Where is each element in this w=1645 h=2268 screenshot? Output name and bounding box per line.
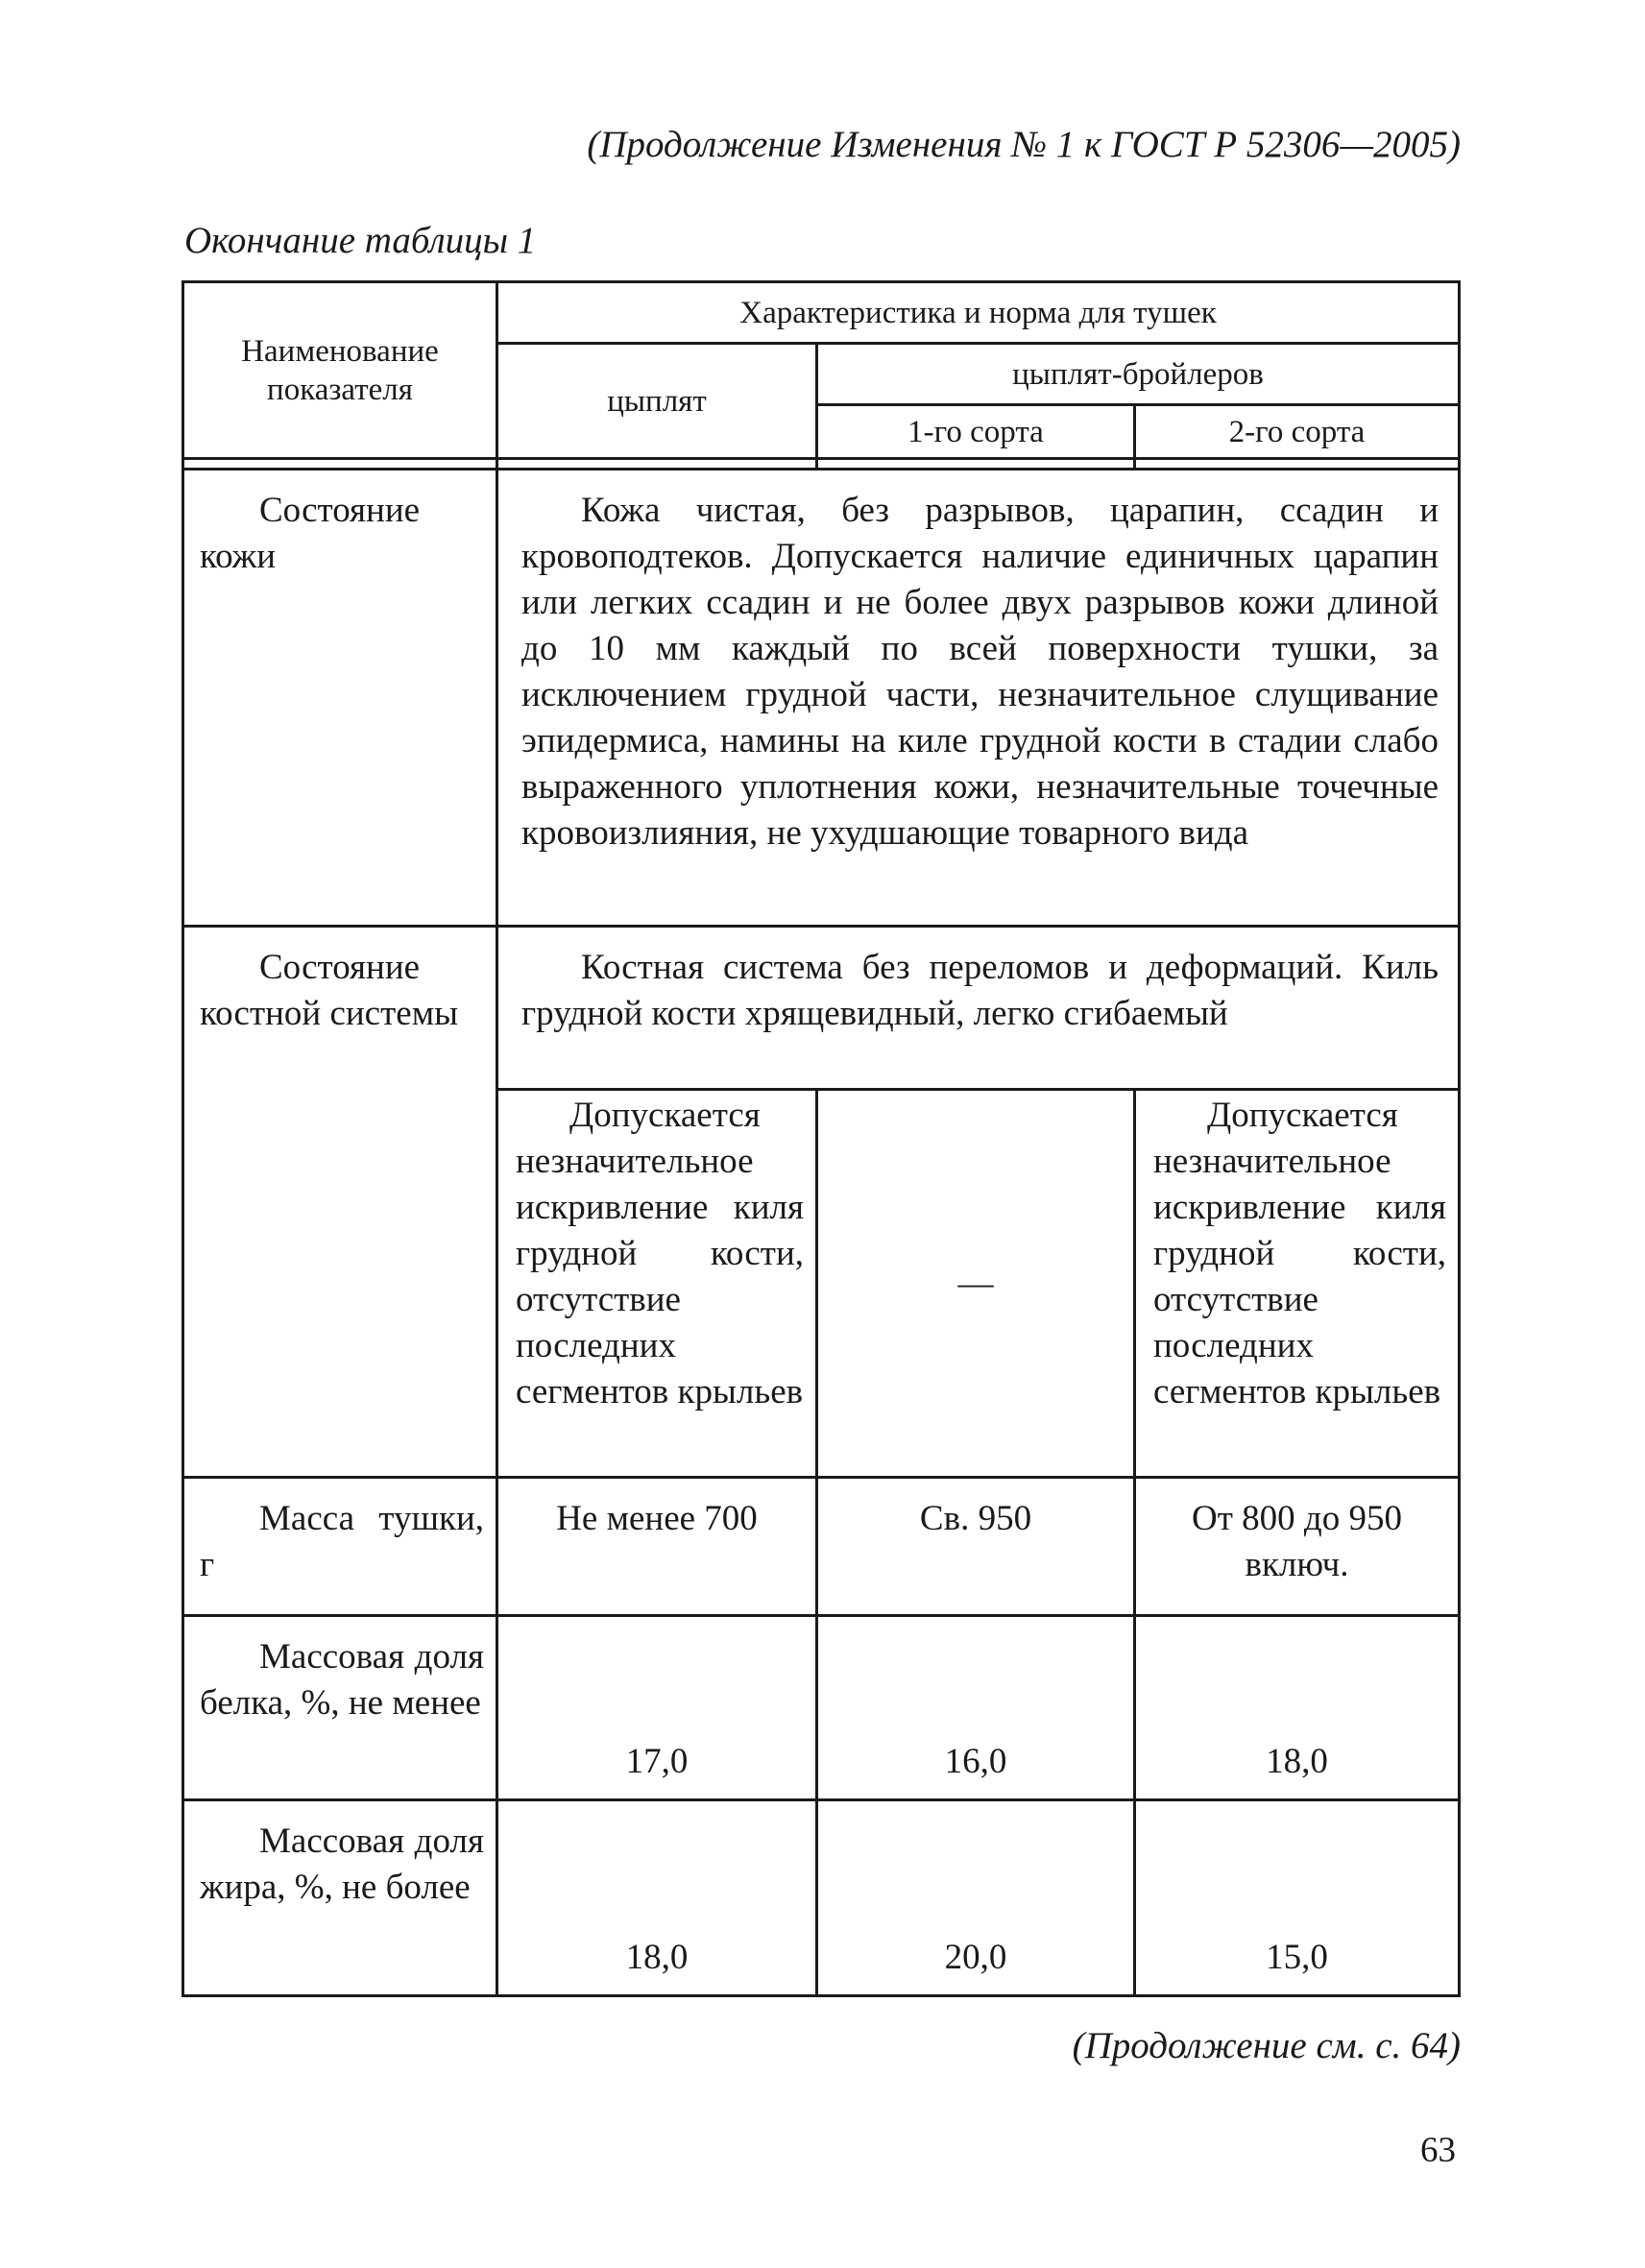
row-name-fat: Массовая доля жира, %, не более [183, 1800, 497, 1996]
protein-chickens: 17,0 [497, 1616, 817, 1800]
table-head [183, 282, 1460, 459]
skin-description: Кожа чистая, без разрывов, царапин, ссадин и кровоподтеков. Допускается наличие единичных царапин или легких ссадин и не более двух разрывов кожи длиной до 10 мм каждый по всей поверхности тушки, за исключением грудной части, незначительное слущивание эпидермиса, намины на киле грудной кости в стадии слабо выраженного уплотнения кожи, незначительные точечные кровоизлияния, не ухудшающие товарного вида [497, 470, 1460, 927]
bone-note-grade-2: Допускается незначительное искривление киля грудной кости, отсутствие последних сегментов крыльев [1135, 1090, 1460, 1478]
running-title: (Продолжение Изменения № 1 к ГОСТ Р 52306—2005) [587, 124, 1461, 165]
row-name-bone: Состояние костной системы [183, 927, 497, 1478]
header-grade-1: 1-го сорта [817, 405, 1135, 459]
header-chickens: цыплят [497, 344, 817, 459]
fat-chickens: 18,0 [497, 1800, 817, 1996]
continuation-note: (Продолжение см. с. 64) [1072, 2025, 1461, 2066]
header-characteristic-group: Характеристика и норма для тушек [497, 282, 1460, 344]
fat-grade-1: 20,0 [817, 1800, 1135, 1996]
protein-grade-1: 16,0 [817, 1616, 1135, 1800]
fat-grade-2: 15,0 [1135, 1800, 1460, 1996]
page-number: 63 [1420, 2131, 1456, 2170]
table-row-protein [183, 1616, 1460, 1800]
table-row-bone [183, 927, 1460, 1090]
row-name-skin: Состояние кожи [183, 470, 497, 927]
bone-description: Костная система без переломов и деформаций. Киль грудной кости хрящевидный, легко сгибаемый [497, 927, 1460, 1090]
row-name-protein: Массовая доля белка, %, не менее [183, 1616, 497, 1800]
protein-grade-2: 18,0 [1135, 1616, 1460, 1800]
mass-chickens: Не менее 700 [497, 1478, 817, 1616]
mass-grade-2: От 800 до 950 включ. [1135, 1478, 1460, 1616]
table-row-mass [183, 1478, 1460, 1616]
mass-grade-1: Св. 950 [817, 1478, 1135, 1616]
table-caption: Окончание таблицы 1 [184, 220, 537, 261]
header-grade-2: 2-го сорта [1135, 405, 1460, 459]
header-broilers: цыплят-бройлеров [817, 344, 1460, 405]
table-row-skin [183, 470, 1460, 927]
table-row-fat [183, 1800, 1460, 1996]
row-name-mass: Масса тушки, г [183, 1478, 497, 1616]
bone-note-grade-1: — [817, 1090, 1135, 1478]
header-separator [183, 459, 1460, 470]
characteristics-table [181, 280, 1461, 1997]
bone-note-chickens: Допускается незначительное искривление киля грудной кости, отсутствие последних сегментов крыльев [497, 1090, 817, 1478]
table-body [183, 459, 1460, 1996]
header-indicator-name: Наименование показателя [183, 282, 497, 459]
